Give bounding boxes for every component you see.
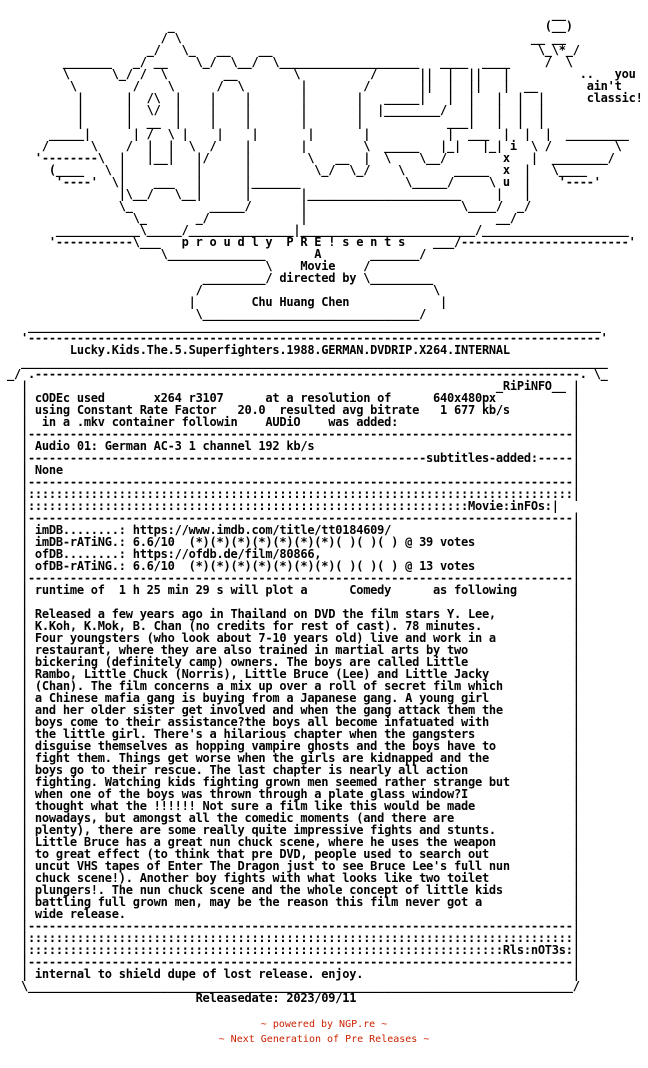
nfo-line: | bickering (definitely camp) owners. The boys are called Little |	[0, 655, 580, 669]
nfo-line: |::::::::::::::::::::::::::::::::::::::::::::::::::::::::::::::::::::::::::::::|	[0, 931, 580, 945]
nfo-line: | a Chinese mafia gang is buying from a Japanese gang. A young girl |	[0, 691, 580, 705]
nfo-line: (____ \ | | | \_/ \_/ \ _____ x | \____	[0, 163, 587, 177]
nfo-line: Releasedate: 2023/09/11	[0, 991, 357, 1004]
footer	[0, 1017, 648, 1047]
nfo-line: _/ .------------------------------------------------------------------------------. \_	[0, 367, 608, 381]
nfo-line: | boys come to their assistance?the boys all become infatuated with |	[0, 715, 580, 729]
nfo-line: _________/ directed by \_________	[0, 271, 434, 285]
nfo-line: _ (__)	[0, 19, 573, 33]
nfo-line: |------------------------------------------------------------------------------|	[0, 511, 580, 525]
nfo-line: | ofDB-rATiNG.: 6.6/10 (*)(*)(*)(*)(*)(*)(*)( )( )( ) @ 13 votes |	[0, 559, 580, 573]
nfo-line: | Released a few years ago in Thailand on DVD the film stars Y. Lee, |	[0, 607, 580, 621]
nfo-line: | K.Koh, K.Mok, B. Chan (no credits for rest of cast). 78 minutes. |	[0, 619, 580, 633]
nfo-line: | thought what the !!!!!! Not sure a film like this would be made |	[0, 799, 580, 813]
nfo-line: _______ _/ __ \_/ \__/ \____________________ ____ ____ / \	[0, 55, 573, 69]
nfo-line: | restaurant, where they are also trained in martial arts by two |	[0, 643, 580, 657]
nfo-line: / \ / | | \ / | | \ _____ |_| |_| i \ / \	[0, 139, 622, 153]
nfo-line: |::::::::::::::::::::::::::::::::::::::::::::::::::::::::::::::::::::::::::::::|	[0, 487, 580, 501]
nfo-line: | and her older sister get involved and when the gang attack them the |	[0, 703, 580, 717]
nfo-line: \ / \ / \ | / || | || | __ ain't	[0, 79, 622, 93]
nfo-line: \______________ A _______/	[0, 247, 427, 261]
nfo-line: / \ __ __	[0, 31, 566, 45]
nfo-line: |\__/ \__| | |______________________ | |	[0, 187, 531, 201]
nfo-line: |------------------------------------------------------------------------------|	[0, 919, 580, 933]
nfo-line: ____________________________________________________________________________________	[0, 355, 608, 369]
nfo-line: ____________\_____/_______________|_________________________/_____________________	[0, 223, 629, 237]
nfo-line: _____| | / \ | | | | | | ___ | | | _________	[0, 127, 629, 141]
nfo-line: __________________________________________________________________________________	[0, 319, 601, 333]
nfo-line: _/ \_ __ __ \_\*_/	[0, 43, 580, 57]
nfo-line: | internal to shield dupe of lost release. enjoy. |	[0, 967, 580, 981]
nfo-line: | None |	[0, 463, 580, 477]
nfo-line: |------------------------------------------------------------------------------|	[0, 475, 580, 489]
nfo-line: | Audio 01: German AC-3 1 channel 192 kb/s |	[0, 439, 580, 453]
nfo-line: | cODEc used x264 r3107 at a resolution of 640x480px |	[0, 391, 580, 405]
footer-powered-by[interactable]	[0, 1017, 648, 1032]
nfo-line: | disguise themselves as hopping vampire ghosts and the boys have to |	[0, 739, 580, 753]
nfo-line: | _RiPiNFO__ |	[0, 379, 580, 393]
nfo-line: | Chu Huang Chen |	[0, 295, 448, 309]
nfo-line: | fight them. Things get worse when the girls are kidnapped and the |	[0, 751, 580, 765]
nfo-line: | ofDB........: https://ofdb.de/film/80866, |	[0, 547, 580, 561]
ngp-link[interactable]: ~ powered by NGP.re ~	[260, 1019, 388, 1030]
nfo-line: \_ _____/ | \____/ _/	[0, 199, 531, 213]
nfo-line: | when one of the boys was thrown through a plate glass window?I |	[0, 787, 580, 801]
nfo-line: | wide release. |	[0, 907, 580, 921]
nfo-line: / \	[0, 283, 441, 297]
nfo-line: '-----------\___ p r o u d l y P R E ! s e n t s ___/------------------------'	[0, 235, 636, 249]
nfo-line: Lucky.Kids.The.5.Superfighters.1988.GERMAN.DVDRIP.X264.INTERNAL	[0, 343, 510, 357]
nfo-line: '--------\ | |__| |/ | \ __ | \ \__/ x | ________/	[0, 151, 615, 165]
nfo-line: | | \/ | | | | | |________/ | | | |	[0, 103, 545, 117]
nfo-line: | chuck scene!). Another boy fights with what looks like two toilet |	[0, 871, 580, 885]
footer-tagline: ~ Next Generation of Pre Releases ~	[218, 1034, 430, 1045]
nfo-text	[0, 8, 648, 1004]
nfo-line: \ Movie /	[0, 259, 371, 273]
nfo-line: | Rambo, Little Chuck (Norris), Little Bruce (Lee) and Little Jacky |	[0, 667, 580, 681]
nfo-line: \______________________________________________________________________________/	[0, 979, 580, 993]
nfo-line: | in a .mkv container followin AUDiO was added: |	[0, 415, 580, 429]
nfo-line: | using Constant Rate Factor 20.0 resulted avg bitrate 1 677 kb/s |	[0, 403, 580, 417]
nfo-line: |------------------------------------------------------------------------------|	[0, 427, 580, 441]
nfo-line: \_______________________________/	[0, 307, 427, 321]
nfo-line: |::::::::::::::::::::::::::::::::::::::::::::::::::::::::::::::::::::Rls:nOT3s:|	[0, 943, 580, 957]
nfo-line: | | __ | | | | | ___| | | |	[0, 115, 545, 129]
nfo-line: '----------------------------------------------------------------------------------'	[0, 331, 608, 345]
nfo-line: | imDB........: https://www.imdb.com/title/tt0184609/ |	[0, 523, 580, 537]
nfo-line: \ \_/ / \ __ \ / || | || | .. you	[0, 67, 636, 81]
nfo-line: | fighting. Watching kids fighting grown men seemed rather strange but |	[0, 775, 580, 789]
nfo-line: '----' \| ___ | |_______ \_____/ \ u | '----'	[0, 175, 601, 189]
nfo-line: | Four youngsters (who look about 7-10 years old) live and work in a |	[0, 631, 580, 645]
nfo-line: | runtime of 1 h 25 min 29 s will plot a Comedy as following |	[0, 583, 580, 597]
nfo-line: __	[0, 8, 566, 21]
nfo-line: | plungers!. The nun chuck scene and the whole concept of little kids |	[0, 883, 580, 897]
nfo-line: | nowadays, but amongst all the comedic moments (and there are |	[0, 811, 580, 825]
nfo-line: | plenty), there are some really quite impressive fights and stunts. |	[0, 823, 580, 837]
nfo-line: | boys go to their rescue. The last chapter is nearly all action |	[0, 763, 580, 777]
nfo-line: | imDB-rATiNG.: 6.6/10 (*)(*)(*)(*)(*)(*)(*)( )( )( ) @ 39 votes |	[0, 535, 580, 549]
nfo-line: | (Chan). The film concerns a mix up over a roll of secret film which |	[0, 679, 580, 693]
nfo-line: | battling full grown men, may be the reason this film never got a |	[0, 895, 580, 909]
nfo-line: |:::::::::::::::::::::::::::::::::::::::::::::::::::::::::::::::Movie:inFOs:|	[0, 499, 559, 513]
nfo-line: | uncut VHS tapes of Enter The Dragon just to see Bruce Lee's full nun |	[0, 859, 580, 873]
nfo-line: | Little Bruce has a great nun chuck scene, where he uses the weapon |	[0, 835, 580, 849]
nfo-line: | the little girl. There's a hilarious chapter when the gangsters |	[0, 727, 580, 741]
nfo-line: | | /\ | | | | | _____| | | | | | classic!	[0, 91, 643, 105]
nfo-line: | |	[0, 595, 580, 609]
nfo-line: | to great effect (to think that pre DVD, people used to search out |	[0, 847, 580, 861]
nfo-line: |------------------------------------------------------------------------------|	[0, 955, 580, 969]
nfo-line: |---------------------------------------------------------subtitles-added:-----|	[0, 451, 580, 465]
nfo-line: |------------------------------------------------------------------------------|	[0, 571, 580, 585]
nfo-line: \_ _/ | __/	[0, 211, 517, 225]
